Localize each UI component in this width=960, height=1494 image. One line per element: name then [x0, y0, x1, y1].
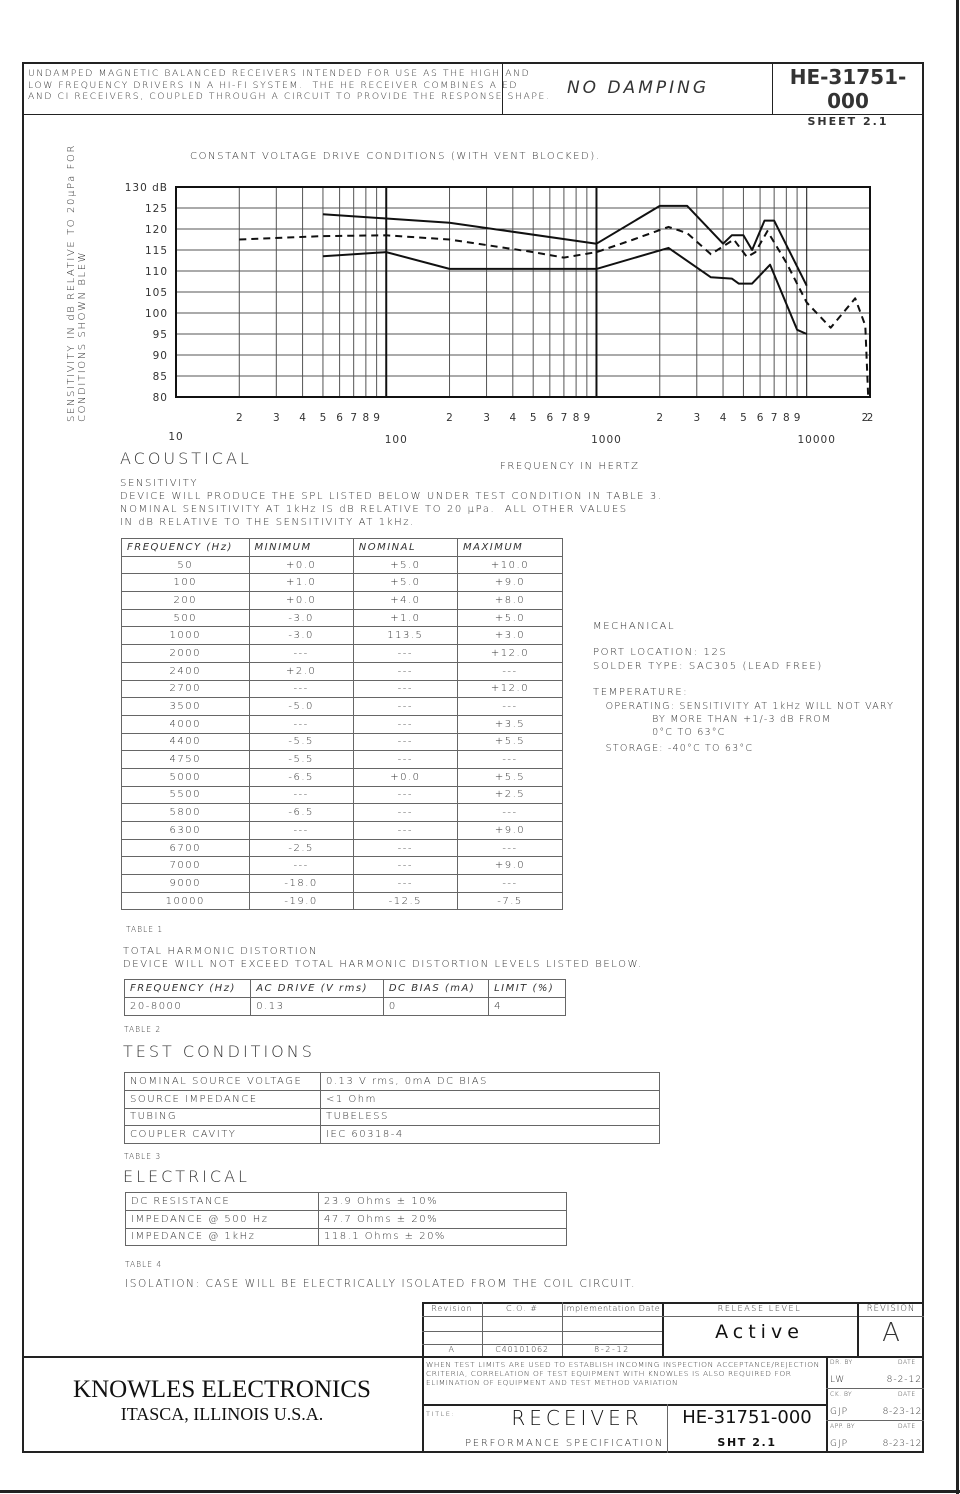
release-level: Active — [715, 1321, 804, 1343]
thd-header-row — [125, 980, 566, 998]
sensitivity-row — [122, 609, 563, 627]
sensitivity-cell: +0.0 — [353, 768, 457, 786]
sensitivity-cell: --- — [249, 715, 353, 733]
test-condition-cell: TUBELESS — [321, 1108, 660, 1126]
x-decade-label: 10 — [168, 431, 184, 443]
app-by: GJP — [830, 1439, 849, 1449]
x-minor-tick-label: 2 — [866, 412, 874, 424]
chart-ylabel-line2: CONDITIONS SHOWN BLEW — [77, 250, 88, 422]
sensitivity-cell: -7.5 — [457, 892, 562, 910]
x-decade-label: 10000 — [797, 434, 836, 446]
x-minor-tick-label: 8 — [572, 412, 580, 424]
sensitivity-row — [122, 733, 563, 751]
app-by-label: APP. BY — [830, 1423, 855, 1430]
dr-by: LW — [830, 1375, 846, 1385]
sensitivity-cell: 5000 — [122, 768, 250, 786]
revision-value: A — [882, 1318, 900, 1348]
sensitivity-cell: --- — [353, 804, 457, 822]
port-location: PORT LOCATION: 12S — [593, 647, 728, 658]
sensitivity-cell: +9.0 — [457, 857, 562, 875]
title-part-number: HE-31751-000 — [682, 1407, 812, 1428]
sensitivity-cell: -6.5 — [249, 804, 353, 822]
sensitivity-cell: --- — [353, 875, 457, 893]
electrical-table — [125, 1192, 567, 1246]
y-tick-label: 125 — [144, 203, 168, 215]
sensitivity-cell: --- — [353, 645, 457, 663]
electrical-cell: IMPEDANCE @ 1kHz — [126, 1228, 319, 1246]
x-minor-tick-label: 8 — [782, 412, 790, 424]
x-minor-tick-label: 9 — [793, 412, 801, 424]
electrical-cell: 23.9 Ohms ± 10% — [319, 1193, 567, 1211]
sensitivity-cell: 50 — [122, 556, 250, 574]
thd-cell: 4 — [489, 997, 566, 1015]
damping-label: NO DAMPING — [502, 62, 773, 114]
series-lower-limit — [323, 248, 807, 334]
thd-text: TOTAL HARMONIC DISTORTION DEVICE WILL NOT EXCEED TOTAL HARMONIC DISTORTION LEVELS LISTED BELOW. — [123, 946, 643, 970]
y-tick-label: 90 — [152, 350, 168, 362]
company-logo-text — [22, 1376, 422, 1424]
sensitivity-row — [122, 698, 563, 716]
sensitivity-cell: 1000 — [122, 627, 250, 645]
electrical-row — [126, 1228, 567, 1246]
sensitivity-cell: --- — [353, 822, 457, 840]
sensitivity-row — [122, 857, 563, 875]
sensitivity-row — [122, 751, 563, 769]
electrical-cell: IMPEDANCE @ 500 Hz — [126, 1210, 319, 1228]
test-condition-row — [125, 1073, 660, 1091]
thd-header: AC DRIVE (V rms) — [251, 980, 384, 998]
sensitivity-row — [122, 804, 563, 822]
x-minor-tick-label: 7 — [770, 412, 778, 424]
sensitivity-cell: +9.0 — [457, 574, 562, 592]
sensitivity-cell: 200 — [122, 592, 250, 610]
dr-by-label: DR. BY — [830, 1359, 853, 1366]
sensitivity-cell: --- — [353, 680, 457, 698]
table1-caption: TABLE 1 — [126, 925, 164, 934]
acoustical-heading: ACOUSTICAL — [120, 449, 252, 468]
ck-date: 8-23-12 — [882, 1407, 922, 1417]
sensitivity-cell: --- — [353, 839, 457, 857]
x-minor-tick-label: 6 — [336, 412, 343, 424]
table3-caption: TABLE 3 — [124, 1152, 162, 1161]
x-minor-tick-label: 2 — [656, 412, 664, 424]
electrical-row — [126, 1210, 567, 1228]
sensitivity-cell: +5.5 — [457, 768, 562, 786]
sensitivity-cell: --- — [249, 857, 353, 875]
solder-type: SOLDER TYPE: SAC305 (LEAD FREE) — [593, 661, 823, 672]
thd-cell: 20-8000 — [125, 997, 251, 1015]
y-tick-label: 130 dB — [124, 182, 168, 194]
sensitivity-cell: --- — [353, 786, 457, 804]
storage-temperature: STORAGE: -40°C TO 63°C — [593, 743, 754, 754]
sensitivity-cell: 500 — [122, 609, 250, 627]
sensitivity-cell: 4400 — [122, 733, 250, 751]
sensitivity-cell: -5.5 — [249, 733, 353, 751]
chart-grid — [176, 187, 870, 397]
sensitivity-cell: -5.0 — [249, 698, 353, 716]
x-minor-tick-label: 7 — [560, 412, 568, 424]
date-label: DATE — [898, 1423, 916, 1430]
chart-tick-labels — [125, 182, 874, 446]
sensitivity-cell: 6700 — [122, 839, 250, 857]
sensitivity-cell: +9.0 — [457, 822, 562, 840]
sensitivity-cell: +2.5 — [457, 786, 562, 804]
electrical-row — [126, 1193, 567, 1211]
sensitivity-header-row — [122, 539, 563, 557]
sensitivity-cell: +1.0 — [353, 609, 457, 627]
x-minor-tick-label: 3 — [483, 412, 490, 424]
sensitivity-cell: +3.5 — [457, 715, 562, 733]
x-minor-tick-label: 7 — [350, 412, 358, 424]
sensitivity-row — [122, 715, 563, 733]
sensitivity-cell: +2.0 — [249, 662, 353, 680]
sensitivity-cell: --- — [457, 875, 562, 893]
thd-table — [124, 979, 566, 1016]
thd-cell: 0 — [383, 997, 488, 1015]
sensitivity-cell: +8.0 — [457, 592, 562, 610]
y-tick-label: 110 — [144, 266, 168, 278]
sensitivity-row — [122, 592, 563, 610]
x-minor-tick-label: 9 — [583, 412, 591, 424]
sensitivity-chart — [0, 0, 960, 450]
implementation-date: 8-2-12 — [594, 1345, 630, 1354]
y-tick-label: 115 — [144, 245, 168, 257]
rev-header-date: Implementation Date — [563, 1304, 661, 1313]
sensitivity-cell: 5800 — [122, 804, 250, 822]
date-label: DATE — [898, 1359, 916, 1366]
sensitivity-cell: -3.0 — [249, 627, 353, 645]
sensitivity-cell: --- — [353, 662, 457, 680]
release-level-label: RELEASE LEVEL — [717, 1304, 802, 1313]
sensitivity-header: MINIMUM — [249, 539, 353, 557]
app-date: 8-23-12 — [882, 1439, 922, 1449]
sensitivity-cell: +0.0 — [249, 592, 353, 610]
ck-by: GJP — [830, 1407, 849, 1417]
electrical-heading: ELECTRICAL — [123, 1167, 250, 1186]
drawing-subtitle: PERFORMANCE SPECIFICATION — [464, 1438, 665, 1449]
header-part-number: HE-31751-000 — [789, 65, 907, 113]
rev-header-revision: Revision — [431, 1304, 473, 1313]
x-minor-tick-label: 5 — [319, 412, 327, 424]
x-minor-tick-label: 4 — [719, 412, 727, 424]
mechanical-heading: MECHANICAL — [593, 621, 676, 632]
sensitivity-cell: --- — [353, 698, 457, 716]
sensitivity-row — [122, 645, 563, 663]
y-tick-label: 120 — [144, 224, 168, 236]
table2-caption: TABLE 2 — [124, 1025, 162, 1034]
test-condition-cell: COUPLER CAVITY — [125, 1126, 321, 1144]
sensitivity-row — [122, 822, 563, 840]
sensitivity-cell: -12.5 — [353, 892, 457, 910]
sensitivity-cell: +5.5 — [457, 733, 562, 751]
revision-label: REVISION — [866, 1304, 916, 1314]
x-minor-tick-label: 5 — [740, 412, 747, 424]
sensitivity-header: MAXIMUM — [457, 539, 562, 557]
chart-xlabel: FREQUENCY IN HERTZ — [500, 461, 640, 472]
electrical-cell: 47.7 Ohms ± 20% — [319, 1210, 567, 1228]
temperature-label: TEMPERATURE: — [593, 687, 689, 698]
x-decade-label: 100 — [384, 434, 408, 446]
test-conditions-heading: TEST CONDITIONS — [123, 1042, 315, 1061]
sensitivity-cell: --- — [457, 698, 562, 716]
sensitivity-cell: 6300 — [122, 822, 250, 840]
acoustical-text: SENSITIVITY DEVICE WILL PRODUCE THE SPL LISTED BELOW UNDER TEST CONDITION IN TABLE 3. NOMINAL SENSITIVITY AT 1kHz IS dB RELATIVE TO 20 µPa. ALL OTHER VALUES IN dB RELATIVE TO THE SENSITIVITY AT 1kHz. — [120, 478, 663, 528]
sensitivity-cell: +5.0 — [457, 609, 562, 627]
header-description: UNDAMPED MAGNETIC BALANCED RECEIVERS INTENDED FOR USE AS THE HIGH AND LOW FREQUENCY DRIVERS IN A HI-FI SYSTEM. THE HE RECEIVER COMBINES A ED AND CI RECEIVERS, COUPLED THROUGH A CIRCUIT TO PROVIDE THE RESPONSE SHAPE. — [28, 68, 551, 102]
sensitivity-cell: --- — [457, 662, 562, 680]
sensitivity-cell: +5.0 — [353, 556, 457, 574]
x-minor-tick-label: 5 — [529, 412, 537, 424]
sensitivity-row — [122, 786, 563, 804]
x-decade-label: 1000 — [591, 434, 622, 446]
test-condition-row — [125, 1126, 660, 1144]
chart-ylabel-line1: SENSITIVITY IN dB RELATIVE TO 20µPa FOR — [66, 143, 77, 422]
sensitivity-cell: 7000 — [122, 857, 250, 875]
drawing-title: RECEIVER — [511, 1406, 643, 1430]
sensitivity-cell: --- — [457, 751, 562, 769]
sensitivity-cell: +12.0 — [457, 680, 562, 698]
sensitivity-cell: --- — [353, 857, 457, 875]
dr-date: 8-2-12 — [886, 1375, 922, 1385]
thd-row — [125, 997, 566, 1015]
sensitivity-row — [122, 627, 563, 645]
sensitivity-table — [121, 538, 563, 910]
sensitivity-cell: 10000 — [122, 892, 250, 910]
x-minor-tick-label: 6 — [756, 412, 764, 424]
thd-cell: 0.13 — [251, 997, 384, 1015]
sensitivity-cell: -5.5 — [249, 751, 353, 769]
test-condition-cell: IEC 60318-4 — [321, 1126, 660, 1144]
sensitivity-row — [122, 556, 563, 574]
sensitivity-cell: --- — [353, 715, 457, 733]
x-minor-tick-label: 3 — [693, 412, 701, 424]
ck-by-label: CK. BY — [830, 1391, 853, 1398]
y-tick-label: 105 — [144, 287, 168, 299]
electrical-cell: 118.1 Ohms ± 20% — [319, 1228, 567, 1246]
x-minor-tick-label: 6 — [546, 412, 554, 424]
sensitivity-cell: +4.0 — [353, 592, 457, 610]
chart-title: CONSTANT VOLTAGE DRIVE CONDITIONS (WITH VENT BLOCKED). — [190, 151, 601, 162]
sensitivity-row — [122, 875, 563, 893]
x-minor-tick-label: 4 — [509, 412, 517, 424]
thd-header: DC BIAS (mA) — [383, 980, 488, 998]
thd-header: LIMIT (%) — [489, 980, 566, 998]
x-minor-tick-label: 9 — [373, 412, 380, 424]
electrical-cell: DC RESISTANCE — [126, 1193, 319, 1211]
sensitivity-cell: --- — [457, 804, 562, 822]
sensitivity-cell: --- — [353, 751, 457, 769]
sensitivity-row — [122, 892, 563, 910]
sensitivity-cell: +12.0 — [457, 645, 562, 663]
y-tick-label: 95 — [152, 329, 168, 341]
operating-temperature: OPERATING: SENSITIVITY AT 1kHz WILL NOT VARY BY MORE THAN +1/-3 dB FROM 0°C TO 63°C — [605, 701, 895, 738]
sensitivity-cell: +3.0 — [457, 627, 562, 645]
sensitivity-cell: +5.0 — [353, 574, 457, 592]
table4-caption: TABLE 4 — [125, 1260, 163, 1269]
title-block — [22, 1302, 924, 1453]
rev-header-co: C.O. # — [506, 1304, 538, 1313]
sensitivity-cell: --- — [457, 839, 562, 857]
sensitivity-cell: -2.5 — [249, 839, 353, 857]
sensitivity-cell: -6.5 — [249, 768, 353, 786]
test-conditions-table — [124, 1072, 660, 1144]
sensitivity-cell: --- — [249, 786, 353, 804]
test-condition-cell: SOURCE IMPEDANCE — [125, 1090, 321, 1108]
sensitivity-row — [122, 680, 563, 698]
rev-value: A — [448, 1345, 456, 1354]
sensitivity-cell: 100 — [122, 574, 250, 592]
test-condition-cell: TUBING — [125, 1108, 321, 1126]
x-minor-tick-label: 4 — [299, 412, 306, 424]
date-label: DATE — [898, 1391, 916, 1398]
sensitivity-cell: 2000 — [122, 645, 250, 663]
title-label: TITLE: — [426, 1410, 456, 1418]
header-sheet: SHEET 2.1 — [807, 115, 889, 128]
x-minor-tick-label: 2 — [446, 412, 453, 424]
sensitivity-header: FREQUENCY (Hz) — [122, 539, 250, 557]
sensitivity-cell: 4750 — [122, 751, 250, 769]
test-condition-row — [125, 1090, 660, 1108]
thd-header: FREQUENCY (Hz) — [125, 980, 251, 998]
sensitivity-cell: --- — [353, 733, 457, 751]
sensitivity-cell: --- — [249, 645, 353, 663]
sensitivity-cell: 113.5 — [353, 627, 457, 645]
sensitivity-cell: +10.0 — [457, 556, 562, 574]
x-end-tick-label: 2 — [861, 412, 869, 424]
sensitivity-cell: -3.0 — [249, 609, 353, 627]
sensitivity-cell: -18.0 — [249, 875, 353, 893]
sensitivity-cell: 5500 — [122, 786, 250, 804]
sensitivity-cell: 9000 — [122, 875, 250, 893]
sensitivity-cell: 4000 — [122, 715, 250, 733]
test-limits-note: WHEN TEST LIMITS ARE USED TO ESTABLISH INCOMING INSPECTION ACCEPTANCE/REJECTION CRITERIA, CORRELATION OF TEST EQUIPMENT WITH KNOWLES IS ALSO REQUIRED FOR ELIMINATION OF EQUIPMENT AND TEST METHOD VARIATION — [426, 1360, 820, 1387]
test-condition-cell: 0.13 V rms, 0mA DC BIAS — [321, 1073, 660, 1091]
sensitivity-cell: 3500 — [122, 698, 250, 716]
test-condition-cell: <1 Ohm — [321, 1090, 660, 1108]
y-tick-label: 85 — [152, 371, 168, 383]
sensitivity-cell: 2400 — [122, 662, 250, 680]
sensitivity-row — [122, 839, 563, 857]
y-tick-label: 100 — [144, 308, 168, 320]
x-minor-tick-label: 3 — [272, 412, 280, 424]
sensitivity-cell: 2700 — [122, 680, 250, 698]
test-condition-cell: NOMINAL SOURCE VOLTAGE — [125, 1073, 321, 1091]
company-location: ITASCA, ILLINOIS U.S.A. — [120, 1404, 324, 1424]
series-upper-limit — [323, 206, 807, 286]
title-sheet: SHT 2.1 — [717, 1436, 777, 1449]
sensitivity-cell: +0.0 — [249, 556, 353, 574]
y-tick-label: 80 — [152, 392, 168, 404]
sensitivity-cell: -19.0 — [249, 892, 353, 910]
test-condition-row — [125, 1108, 660, 1126]
co-number: C40101062 — [495, 1345, 549, 1354]
sensitivity-row — [122, 662, 563, 680]
sensitivity-row — [122, 768, 563, 786]
sensitivity-cell: --- — [249, 822, 353, 840]
isolation-text: ISOLATION: CASE WILL BE ELECTRICALLY ISOLATED FROM THE COIL CIRCUIT. — [125, 1278, 637, 1290]
sensitivity-header: NOMINAL — [353, 539, 457, 557]
sensitivity-cell: +1.0 — [249, 574, 353, 592]
page-edge-bottom — [0, 1490, 960, 1493]
company-name: KNOWLES ELECTRONICS — [73, 1376, 371, 1403]
x-minor-tick-label: 2 — [235, 412, 243, 424]
sensitivity-row — [122, 574, 563, 592]
sensitivity-cell: --- — [249, 680, 353, 698]
x-minor-tick-label: 8 — [362, 412, 370, 424]
